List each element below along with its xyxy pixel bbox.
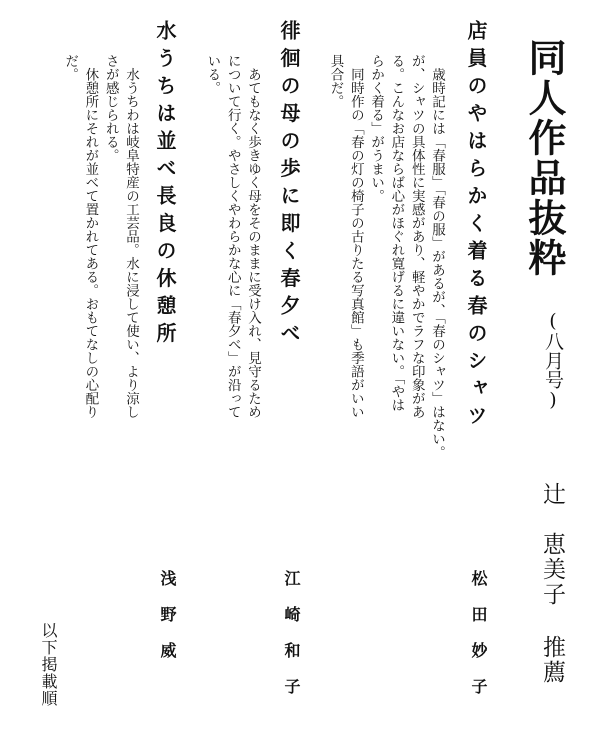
haiku-1: 店員のやはらかく着る春のシャツ — [464, 20, 488, 433]
page-title: 同人作品抜粋 — [522, 38, 567, 278]
haiku-2: 徘徊の母の歩に即く春夕べ — [277, 20, 301, 350]
haiku-1-author: 松田妙子 — [469, 570, 488, 714]
haiku-3-commentary: 水うちわは岐阜特産の工芸品。水に浸して使い、より涼し さが感じられる。 休憩所にそれが並べて置かれてある。おもてなしの心配り だ。 — [62, 54, 139, 419]
haiku-3: 水うちは並べ長良の休憩所 — [153, 20, 177, 350]
haiku-1-commentary: 歳時記には「春服」「春の服」があるが、「春のシャツ」はない。 が、シャツの具体性に実感があり、軽やかでラフな印象があ る。こんなお店ならば心がほぐれ寛げるに違いない。「やは らかく着る」がうまい。 同時作の「春の灯の椅子の古りたる写真館」も季語がいい 具合だ。 — [327, 54, 445, 459]
issue-label: (八月号) — [542, 310, 564, 411]
haiku-2-author: 江崎和子 — [282, 570, 301, 714]
footer-note: 以下掲載順 — [39, 622, 58, 707]
recommender-name: 辻 恵美子 推薦 — [539, 482, 565, 685]
haiku-2-commentary: あてもなく歩きゆく母をそのままに受け入れ、見守るため について行く。やさしくやわらかな心に「春夕べ」が沿って いる。 — [204, 54, 261, 419]
haiku-3-author: 浅野威 — [158, 570, 177, 678]
